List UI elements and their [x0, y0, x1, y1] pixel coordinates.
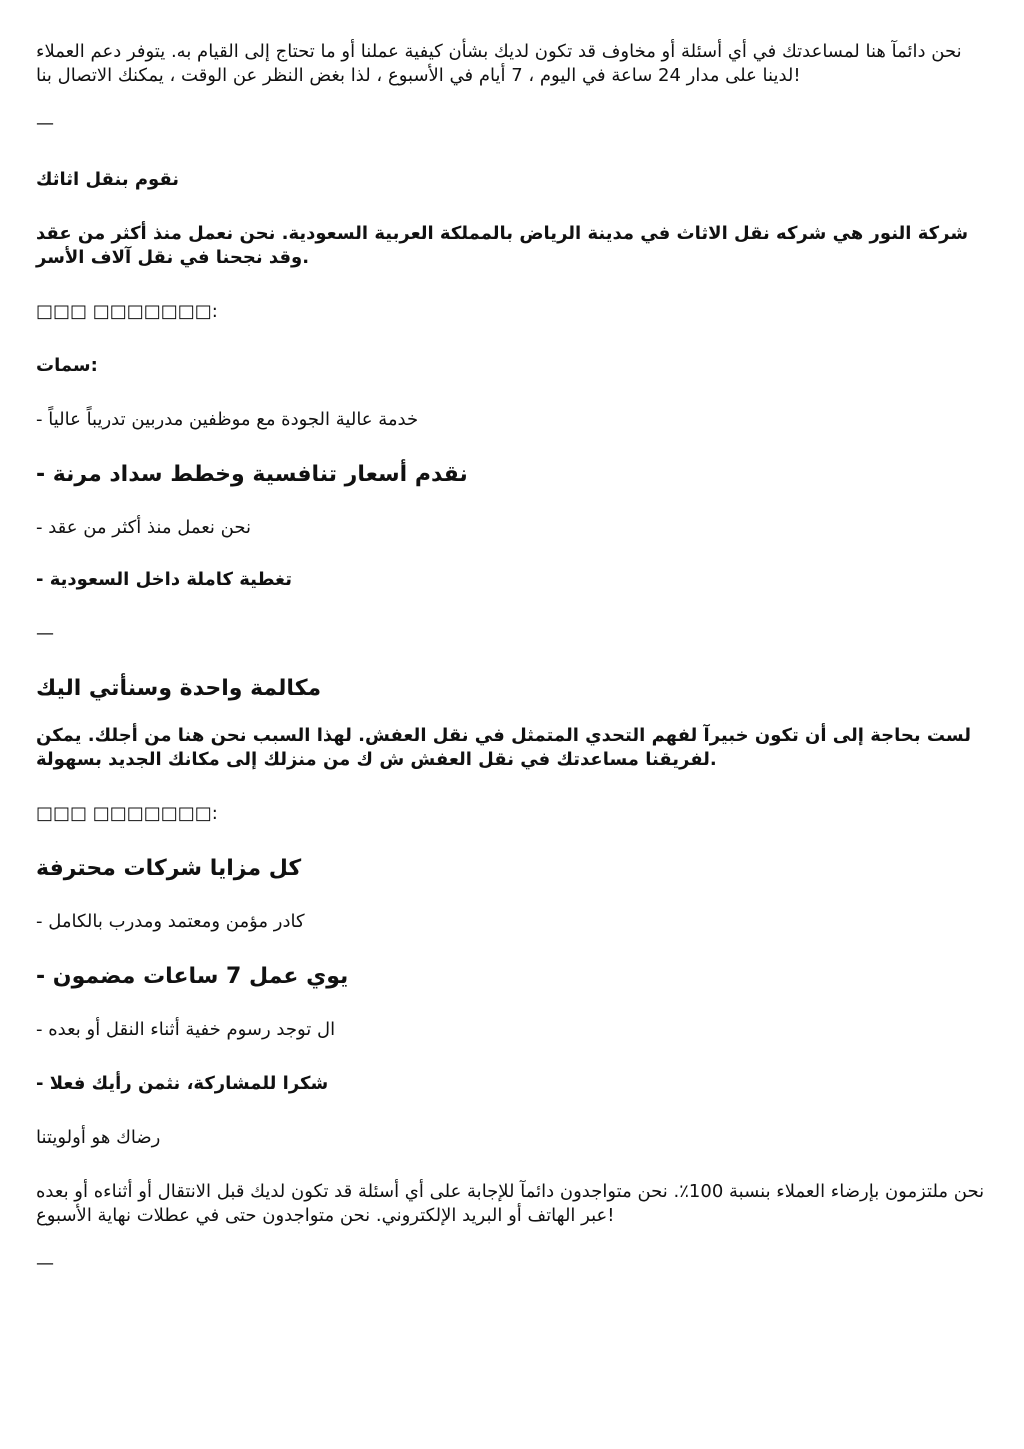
separator: —	[36, 623, 54, 644]
satisfaction-paragraph: نحن ملتزمون بإرضاء العملاء بنسبة 100٪. نحن متواجدون دائمآ للإجابة على أي أسئلة قد تكون لديك قبل الانتقال أو أثناءه أو بعده عبر الهاتف أو البريد الإلكتروني. نحن متواجدون حتى في عطلات نهاية الأسبوع!	[36, 1181, 985, 1226]
feature-item: - نحن نعمل منذ أكثر من عقد	[36, 517, 251, 538]
separator: —	[36, 1253, 54, 1274]
intro-paragraph: نحن دائمآ هنا لمساعدتك في أي أسئلة أو مخاوف قد تكون لديك بشأن كيفية عملنا أو ما تحتاج إلى القيام به. يتوفر دعم العملاء لدينا على مدار 24 ساعة في اليوم ، 7 أيام في الأسبوع ، لذا بغض النظر عن الوقت ، يمكنك الاتصال بنا!	[36, 41, 962, 86]
advantage-item: - شكرا للمشاركة، نثمن رأيك فعلا	[36, 1073, 329, 1094]
section-heading-call: مكالمة واحدة وسنأتي اليك	[36, 676, 322, 701]
features-label: سمات:	[36, 355, 98, 376]
about-paragraph: شركة النور هي شركه نقل الاثاث في مدينة الرياض بالمملكة العربية السعودية. نحن نعمل منذ أكثر من عقد وقد نجحنا في نقل آلاف الأسر.	[36, 223, 969, 268]
garbled-label: □□□ □□□□□□□:	[36, 803, 218, 824]
advantage-item: - ال توجد رسوم خفية أثناء النقل أو بعده	[36, 1019, 336, 1040]
advantage-item: - كادر مؤمن ومعتمد ومدرب بالكامل	[36, 911, 305, 932]
section-heading-advantages: كل مزايا شركات محترفة	[36, 856, 302, 881]
advantage-item-heading: - يوي عمل 7 ساعات مضمون	[36, 964, 349, 989]
section-heading-move: نقوم بنقل اثاثك	[36, 169, 180, 190]
feature-item: - خدمة عالية الجودة مع موظفين مدربين تدريباً عالياً	[36, 409, 419, 430]
garbled-label: □□□ □□□□□□□:	[36, 301, 218, 322]
document-body	[36, 40, 988, 1276]
satisfaction-label: رضاك هو أولويتنا	[36, 1127, 161, 1148]
separator: —	[36, 113, 54, 134]
feature-item: - تغطية كاملة داخل السعودية	[36, 569, 292, 590]
call-paragraph: لست بحاجة إلى أن تكون خبيرآ لفهم التحدي المتمثل في نقل العفش. لهذا السبب نحن هنا من أجلك. يمكن لفريقنا مساعدتك في نقل العفش ش ك من منزلك إلى مكانك الجديد بسهولة.	[36, 725, 971, 770]
feature-item-heading: - نقدم أسعار تنافسية وخطط سداد مرنة	[36, 462, 468, 487]
